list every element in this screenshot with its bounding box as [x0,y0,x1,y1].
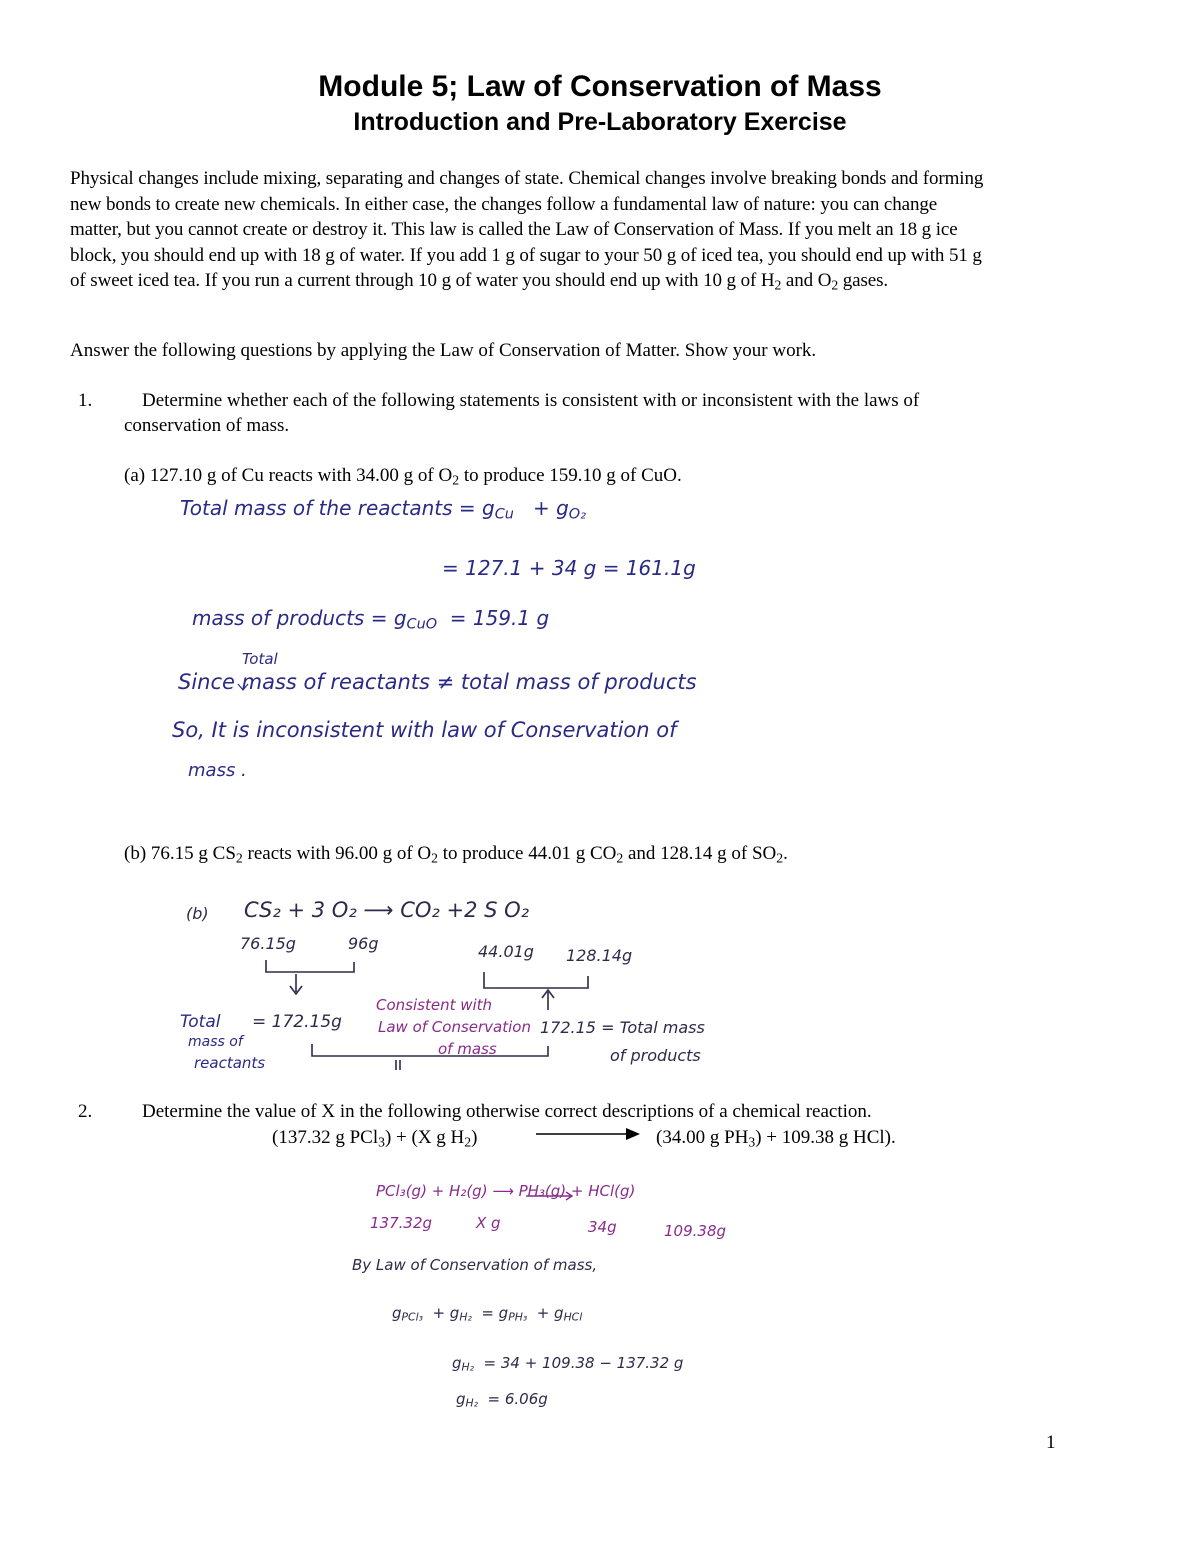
hw-2-arrow [526,1192,572,1200]
hw-a-line-3: mass of products = $g_{CuO} = 159.1$ g [192,606,550,633]
hw-b-brackets [266,960,588,1070]
q2-reaction-arrow [536,1128,640,1140]
q1a-statement: (a) 127.10 g of Cu reacts with 34.00 g of $O_2$ to produce 159.10 g of CuO. [124,465,682,488]
q2-equation-left: (137.32 g PCl$_3$) + (X g $H_2$) [272,1127,478,1150]
q2-text-line-1: Determine the value of X in the following otherwise correct descriptions of a chemical reaction. [142,1101,872,1122]
page-title: Module 5; Law of Conservation of Mass [318,70,882,103]
intro-line-5: of sweet iced tea. If you run a current through 10 g of water you should end up with 10 g of $H_2$ and $O_2$ gases. [70,270,889,293]
q1-text-line-1: Determine whether each of the following statements is consistent with or inconsistent with the laws of [142,390,920,411]
page-subtitle: Introduction and Pre-Laboratory Exercise [353,108,847,136]
hw-a-total: Total [242,650,278,668]
hw-2-equation: PCl₃(g) + H₂(g) ⟶ PH₃(g) + HCl(g) [376,1182,636,1200]
hw-b-consistent-2: Law of Conservation [378,1018,531,1036]
hw-b-consistent-3: of mass [438,1040,497,1058]
hw-2-line-6: $g_{H_2} = 6.06g$ [456,1390,548,1410]
hw-a-caret [238,684,248,690]
q1-text-line-2: conservation of mass. [124,415,290,436]
intro-line-3: matter, but you cannot create or destroy it. This law is called the Law of Conservation of Mass. If you melt an 18 g ice [70,219,958,240]
hw-b-consistent-1: Consistent with [376,996,493,1014]
hw-b-total-label-1: Total [180,1012,221,1032]
hw-a-line-4: Since mass of reactants ≠ total mass of products [178,670,697,694]
hw-b-mass-cs2: 76.15g [240,934,296,953]
hw-b-mass-o2: 96g [348,934,379,953]
hw-b-equation: CS₂ + 3 O₂ ⟶ CO₂ +2 S O₂ [244,898,530,922]
intro-line-2: new bonds to create new chemicals. In either case, the changes follow a fundamental law of nature: you can change [70,193,938,215]
hw-a-line-1: Total mass of the reactants = $g_{Cu}$ + $g_{O_2}$ [180,496,586,523]
intro-line-1: Physical changes include mixing, separating and changes of state. Chemical changes involve breaking bonds and forming [70,168,984,189]
hw-a-line-5: So, It is inconsistent with law of Conservation of [172,718,677,742]
intro-line-4: block, you should end up with 18 g of water. If you add 1 g of sugar to your 50 g of iced tea, you should end up with 51 g [70,244,982,266]
hw-2-line-4: $g_{PCl_3} + g_{H_2} = g_{PH_3} + g_{HCl}$ [392,1304,583,1324]
hw-2-v2: X g [476,1214,501,1232]
hw-2-v1: 137.32g [370,1214,433,1232]
hw-2-v4: 109.38g [664,1222,727,1240]
hw-b-mass-co2: 44.01g [478,942,534,961]
q1b-statement: (b) 76.15 g $CS_2$ reacts with 96.00 g of $O_2$ to produce 44.01 g $CO_2$ and 128.14 g of $SO_2$. [124,843,788,866]
hw-b-total-value: = 172.15g [252,1012,342,1032]
q1-number: 1. [78,390,93,411]
instructions: Answer the following questions by applying the Law of Conservation of Matter. Show your work. [70,340,817,361]
hw-b-mass-so2: 128.14g [566,946,633,965]
hw-b-total-label-3: reactants [194,1054,266,1072]
hw-2-v3: 34g [588,1218,617,1236]
hw-a-line-2: = 127.1 + 34 g = 161.1g [442,556,696,580]
page-number: 1 [1046,1432,1056,1453]
hw-2-line-5: $g_{H_2} = 34 + 109.38 - 137.32$ g [452,1354,684,1374]
hw-b-total-label-2: mass of [188,1034,243,1050]
hw-b-right-value: 172.15 = Total mass [540,1018,705,1037]
hw-b-right-value-2: of products [610,1046,701,1065]
hw-b-label: (b) [186,904,209,923]
q2-number: 2. [78,1101,93,1122]
hw-2-line-3: By Law of Conservation of mass, [352,1256,598,1274]
q2-equation-right: (34.00 g $PH_3) + 109.38$ g HCl). [656,1127,896,1150]
hw-a-line-6: mass . [188,760,247,781]
